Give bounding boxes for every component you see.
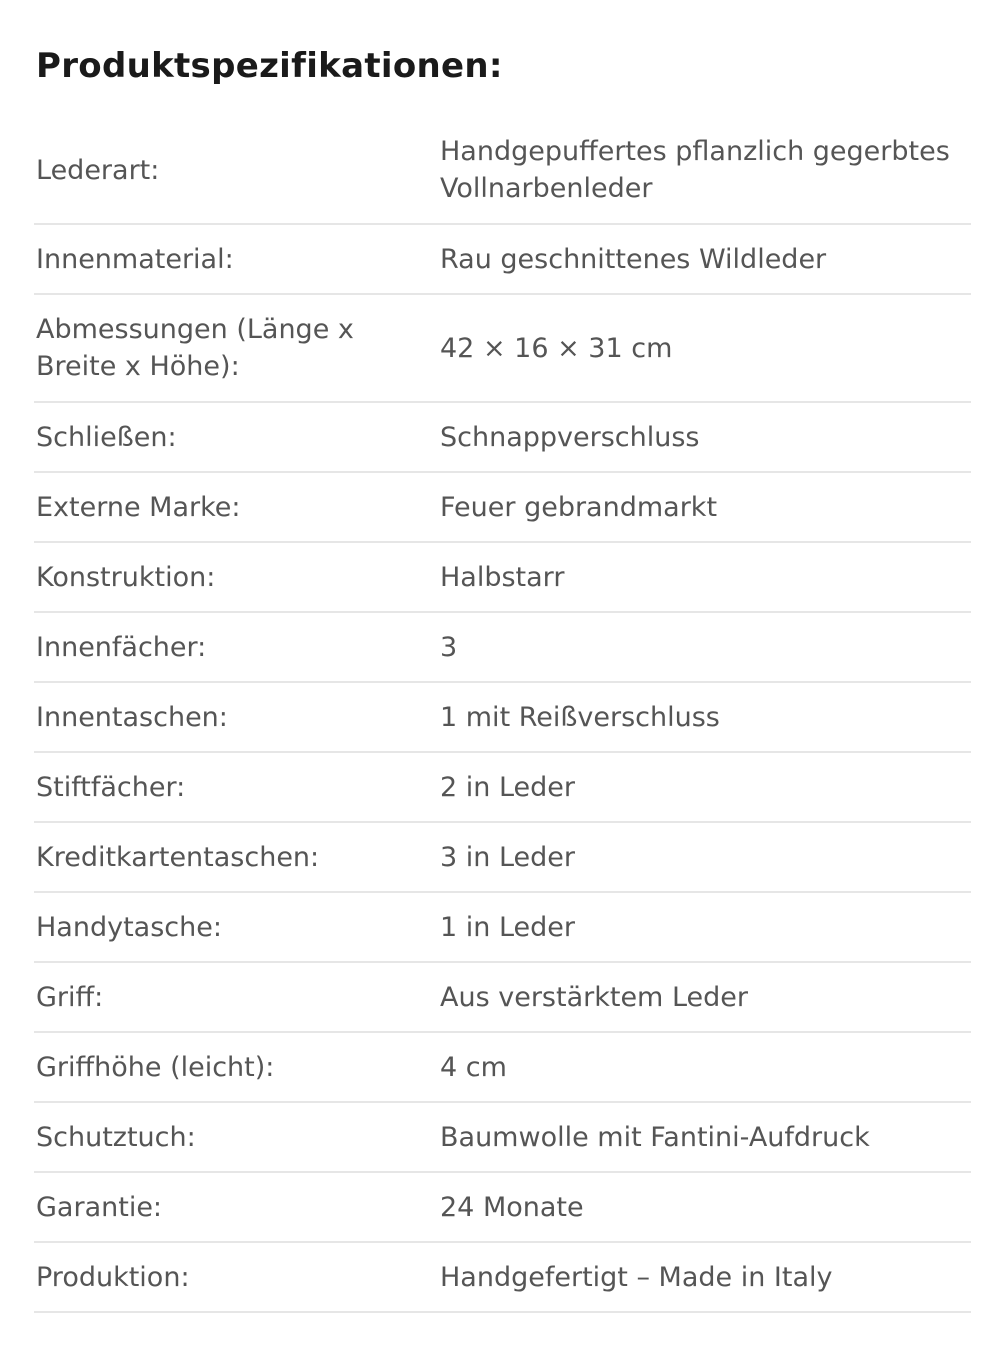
spec-value: Baumwolle mit Fantini-Aufdruck [440,1121,870,1153]
spec-label: Garantie: [36,1191,163,1223]
spec-row [34,543,971,613]
spec-value: 2 in Leder [440,771,575,803]
spec-row [34,1103,971,1173]
spec-row [34,295,971,403]
spec-label: Lederart: [36,154,160,186]
spec-value: 1 in Leder [440,911,575,943]
spec-value: Feuer gebrandmarkt [440,491,718,523]
spec-value: Schnappverschluss [440,421,700,453]
spec-label: Innentaschen: [36,701,228,733]
spec-value: 24 Monate [440,1191,584,1223]
spec-label: Griff: [36,981,104,1013]
spec-value: Handgefertigt – Made in Italy [440,1261,833,1293]
spec-value: Aus verstärktem Leder [440,981,748,1013]
spec-label: Externe Marke: [36,491,241,523]
spec-row [34,963,971,1033]
spec-value: Halbstarr [440,561,565,593]
spec-label: Innenfächer: [36,631,207,663]
spec-row [34,613,971,683]
spec-label: Stiftfächer: [36,771,186,803]
spec-row [34,225,971,295]
spec-label: Konstruktion: [36,561,216,593]
spec-value: Handgepuffertes pflanzlich gegerbtes Vollnarbenleder [440,136,950,204]
spec-value: 3 in Leder [440,841,575,873]
spec-label: Schließen: [36,421,177,453]
spec-row [34,823,971,893]
spec-value: Rau geschnittenes Wildleder [440,243,827,275]
spec-label: Schutztuch: [36,1121,196,1153]
spec-label: Abmessungen (Länge x Breite x Höhe): [36,314,354,382]
spec-row [34,893,971,963]
spec-row [34,1033,971,1103]
page-title: Produktspezifikationen: [36,46,503,86]
spec-row [34,683,971,753]
spec-row [34,1243,971,1313]
spec-label: Kreditkartentaschen: [36,841,320,873]
spec-value: 3 [440,631,458,663]
spec-label: Innenmaterial: [36,243,234,275]
spec-value: 4 cm [440,1051,507,1083]
spec-value: 1 mit Reißverschluss [440,701,720,733]
spec-row [34,473,971,543]
spec-table [34,117,971,1313]
spec-row [34,1173,971,1243]
spec-row [34,753,971,823]
spec-row [34,117,971,225]
spec-label: Griffhöhe (leicht): [36,1051,275,1083]
spec-value: 42 × 16 × 31 cm [440,332,673,364]
spec-label: Handytasche: [36,911,222,943]
spec-label: Produktion: [36,1261,190,1293]
spec-row [34,403,971,473]
